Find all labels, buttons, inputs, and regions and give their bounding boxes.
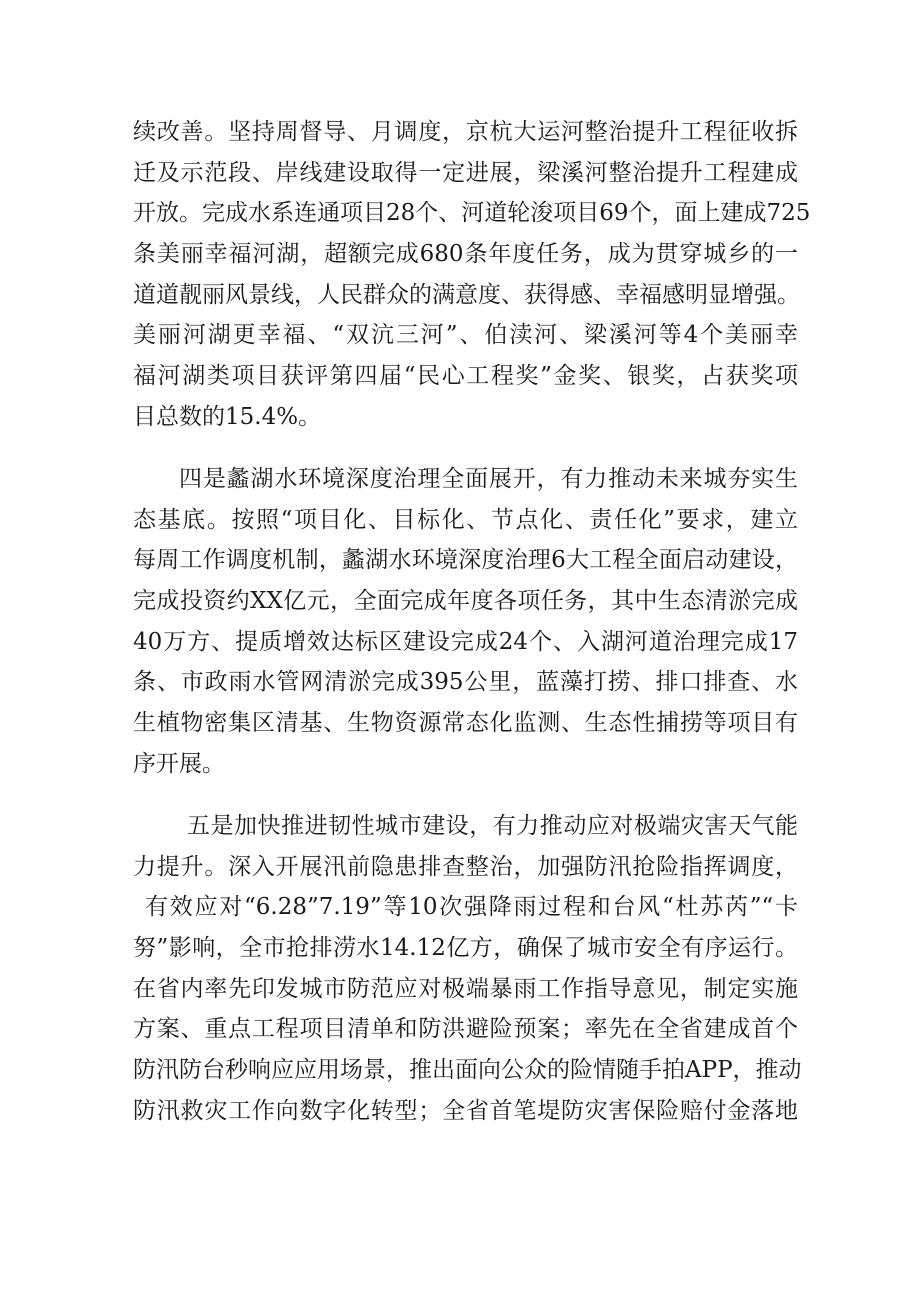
text-line: 力提升。深入开展汛前隐患排查整治，加强防汛抢险指挥调度， [133,853,798,880]
text-line: 防汛救灾工作向数字化转型；全省首笔堤防灾害保险赔付金落地 [133,1097,798,1124]
text-line: 努”影响，全市抢排涝水14.12亿方，确保了城市安全有序运行。 [133,935,798,962]
text-line: 迁及示范段、岸线建设取得一定进展，梁溪河整治提升工程建成 [133,159,798,186]
text-line: 序开展。 [133,750,225,777]
text-line: 有效应对“6.28”7.19”等10次强降雨过程和台风“杜苏芮”“卡 [145,894,798,921]
text-line: 四是蠡湖水环境深度治理全面展开，有力推动未来城夯实生 [179,466,798,492]
text-line: 续改善。坚持周督导、月调度，京杭大运河整治提升工程征收拆 [133,119,798,145]
text-line: 五是加快推进韧性城市建设，有力推动应对极端灾害天气能 [187,813,798,839]
text-line: 道道靓丽风景线，人民群众的满意度、获得感、幸福感明显增强。 [133,281,800,308]
text-line: 条美丽幸福河湖，超额完成680条年度任务，成为贯穿城乡的一 [133,241,798,268]
text-line: 防汛防台秒响应应用场景，推出面向公众的险情随手拍APP，推动 [133,1057,802,1084]
paragraph-3 [133,806,802,1132]
paragraph-1 [133,112,811,438]
paragraph-2 [133,459,798,785]
text-line: 方案、重点工程项目清单和防洪避险预案；率先在全省建成首个 [133,1016,798,1043]
text-line: 条、市政雨水管网清淤完成395公里，蓝藻打捞、排口排查、水 [133,669,798,696]
text-line: 生植物密集区清基、生物资源常态化监测、生态性捕捞等项目有 [133,710,798,737]
text-line: 40万方、提质增效达标区建设完成24个、入湖河道治理完成17 [133,628,798,655]
text-line: 美丽河湖更幸福、“双沆三河”、伯渎河、梁溪河等4个美丽幸 [133,322,798,349]
text-line: 在省内率先印发城市防范应对极端暴雨工作指导意见，制定实施 [133,975,798,1002]
text-line: 完成投资约XX亿元，全面完成年度各项任务，其中生态清淤完成 [133,588,798,615]
text-line: 目总数的15.4%。 [133,403,322,430]
text-line: 福河湖类项目获评第四届“民心工程奖”金奖、银奖，占获奖项 [133,363,798,390]
text-line: 每周工作调度机制，蠡湖水环境深度治理6大工程全面启动建设， [133,547,798,574]
text-line: 态基底。按照“项目化、目标化、节点化、责任化”要求，建立 [133,506,798,533]
text-line: 开放。完成水系连通项目28个、河道轮浚项目69个，面上建成725 [133,200,811,227]
